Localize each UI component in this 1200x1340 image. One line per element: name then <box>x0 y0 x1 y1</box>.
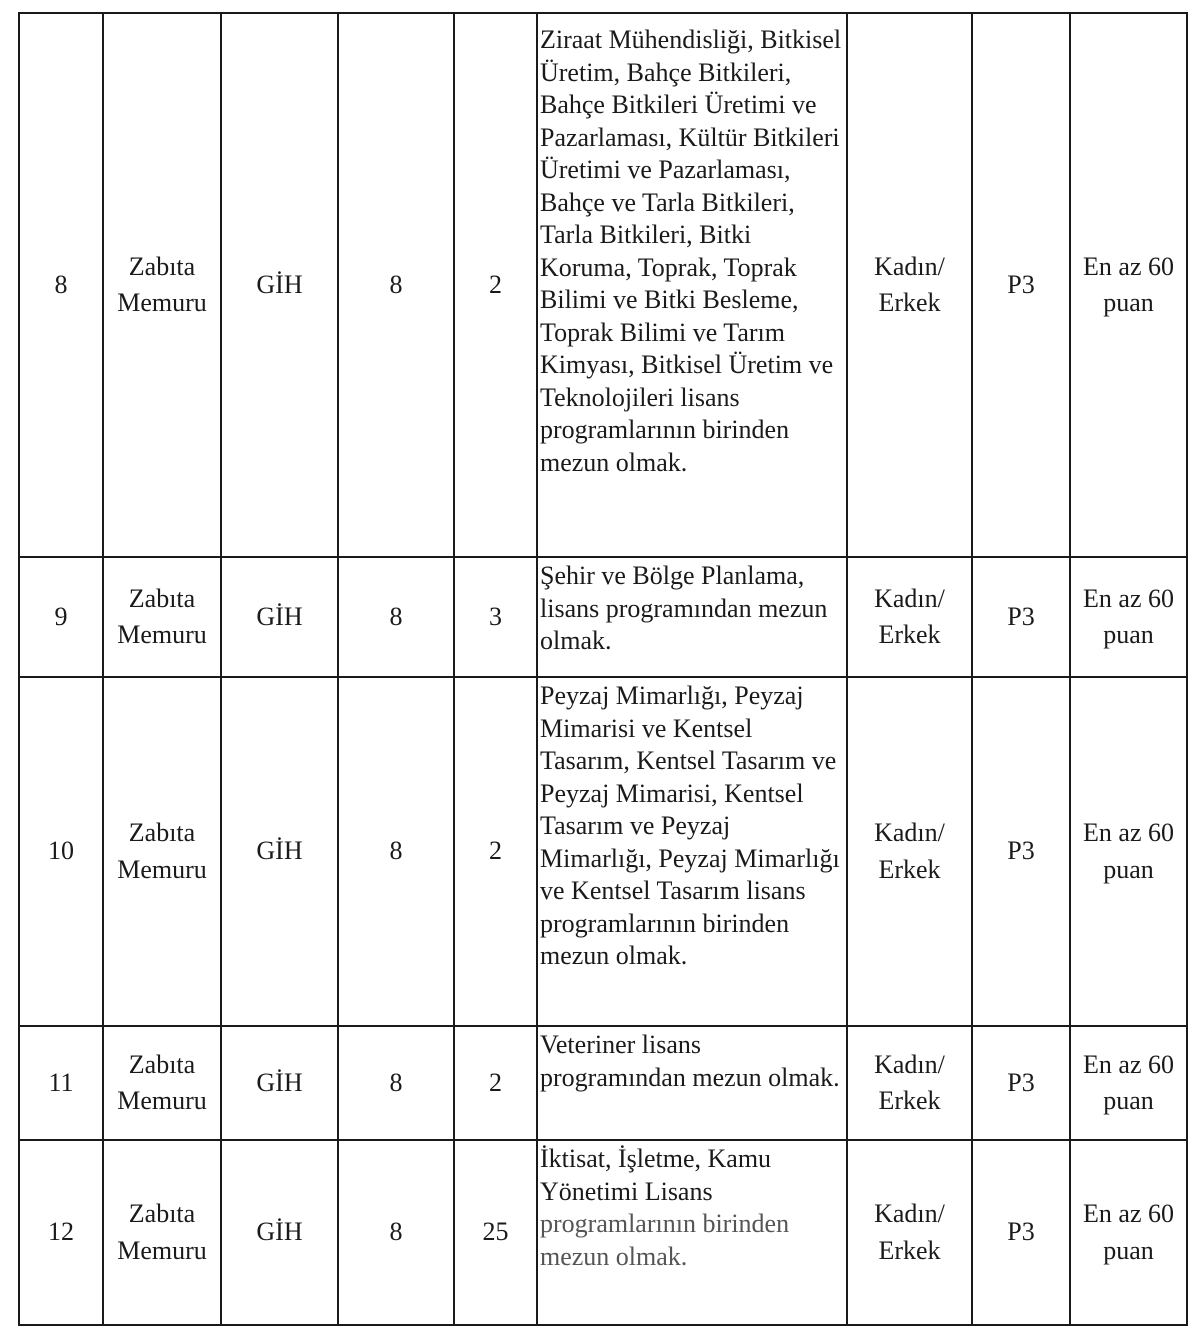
title-line: Zabıta <box>128 818 196 848</box>
gender-line: Erkek <box>878 1235 941 1265</box>
count-cell: 25 <box>454 1140 537 1325</box>
table-row <box>19 1140 1187 1325</box>
min-score-line: En az 60 <box>1083 1199 1174 1229</box>
degree-cell: 8 <box>338 1140 454 1325</box>
class-cell: GİH <box>221 1026 338 1140</box>
title-line: Memuru <box>117 854 207 884</box>
qualification-cell: Şehir ve Bölge Planlama, lisans programından mezun olmak. <box>537 557 847 677</box>
min-score-line: En az 60 <box>1083 1049 1174 1079</box>
gender-cell <box>847 557 972 677</box>
title-cell <box>103 1140 221 1325</box>
score-type-cell: P3 <box>972 1026 1070 1140</box>
degree-cell: 8 <box>338 677 454 1026</box>
gender-line: Kadın/ <box>874 818 945 848</box>
title-line: Memuru <box>117 1086 207 1115</box>
title-line: Zabıta <box>128 1199 196 1229</box>
degree-cell: 8 <box>338 557 454 677</box>
count-cell: 2 <box>454 1026 537 1140</box>
min-score-cell <box>1070 557 1187 677</box>
title-line: Memuru <box>117 1235 207 1265</box>
count-cell: 3 <box>454 557 537 677</box>
gender-cell <box>847 1026 972 1140</box>
score-type-cell: P3 <box>972 13 1070 557</box>
score-type-cell: P3 <box>972 557 1070 677</box>
title-cell <box>103 677 221 1026</box>
table-row <box>19 557 1187 677</box>
table-row <box>19 1026 1187 1140</box>
min-score-cell <box>1070 677 1187 1026</box>
title-line: Zabıta <box>128 251 196 281</box>
gender-line: Kadın/ <box>874 583 945 613</box>
min-score-line: En az 60 <box>1083 583 1174 613</box>
degree-cell: 8 <box>338 1026 454 1140</box>
row-number: 10 <box>19 677 103 1026</box>
gender-line: Erkek <box>878 1086 941 1115</box>
min-score-cell <box>1070 13 1187 557</box>
min-score-line: puan <box>1103 1235 1154 1265</box>
title-cell <box>103 13 221 557</box>
qualification-cell <box>537 1140 847 1325</box>
title-line: Memuru <box>117 620 207 649</box>
gender-line: Erkek <box>878 620 941 649</box>
count-cell: 2 <box>454 677 537 1026</box>
gender-line: Kadın/ <box>874 1049 945 1079</box>
gender-cell <box>847 677 972 1026</box>
qualification-cell: Veteriner lisans programından mezun olmak. <box>537 1026 847 1140</box>
table-row <box>19 13 1187 557</box>
min-score-cell <box>1070 1140 1187 1325</box>
qualification-cell: Ziraat Mühendisliği, Bitkisel Üretim, Bahçe Bitkileri, Bahçe Bitkileri Üretimi ve Pazarlaması, Kültür Bitkileri Üretimi ve Pazarlaması, Bahçe ve Tarla Bitkileri, Tarla Bitkileri, Bitki Koruma, Toprak, Toprak Bilimi ve Bitki Besleme, Toprak Bilimi ve Tarım Kimyası, Bitkisel Üretim ve Teknolojileri lisans programlarının birinden mezun olmak. <box>537 13 847 557</box>
gender-cell <box>847 13 972 557</box>
score-type-cell: P3 <box>972 1140 1070 1325</box>
gender-cell <box>847 1140 972 1325</box>
gender-line: Kadın/ <box>874 1199 945 1229</box>
class-cell: GİH <box>221 557 338 677</box>
min-score-line: En az 60 <box>1083 251 1174 281</box>
row-number: 11 <box>19 1026 103 1140</box>
qualification-cell: Peyzaj Mimarlığı, Peyzaj Mimarisi ve Kentsel Tasarım, Kentsel Tasarım ve Peyzaj Mimarisi, Kentsel Tasarım ve Peyzaj Mimarlığı, Peyzaj Mimarlığı ve Kentsel Tasarım lisans programlarının birinden mezun olmak. <box>537 677 847 1026</box>
positions-table <box>18 12 1188 1326</box>
min-score-cell <box>1070 1026 1187 1140</box>
title-line: Zabıta <box>128 583 196 613</box>
score-type-cell: P3 <box>972 677 1070 1026</box>
class-cell: GİH <box>221 677 338 1026</box>
min-score-line: puan <box>1103 620 1154 649</box>
min-score-line: puan <box>1103 1086 1154 1115</box>
min-score-line: puan <box>1103 288 1154 317</box>
qualification-text: programlarının birinden mezun olmak. <box>540 1209 790 1271</box>
qualification-text: İktisat, İşletme, Kamu Yönetimi Lisans <box>540 1144 772 1206</box>
min-score-line: puan <box>1103 854 1154 884</box>
class-cell: GİH <box>221 1140 338 1325</box>
row-number: 12 <box>19 1140 103 1325</box>
table-row <box>19 677 1187 1026</box>
row-number: 9 <box>19 557 103 677</box>
gender-line: Erkek <box>878 288 941 317</box>
gender-line: Erkek <box>878 854 941 884</box>
gender-line: Kadın/ <box>874 251 945 281</box>
degree-cell: 8 <box>338 13 454 557</box>
class-cell: GİH <box>221 13 338 557</box>
title-line: Zabıta <box>128 1049 196 1079</box>
row-number: 8 <box>19 13 103 557</box>
title-line: Memuru <box>117 288 207 317</box>
min-score-line: En az 60 <box>1083 818 1174 848</box>
title-cell <box>103 1026 221 1140</box>
title-cell <box>103 557 221 677</box>
count-cell: 2 <box>454 13 537 557</box>
